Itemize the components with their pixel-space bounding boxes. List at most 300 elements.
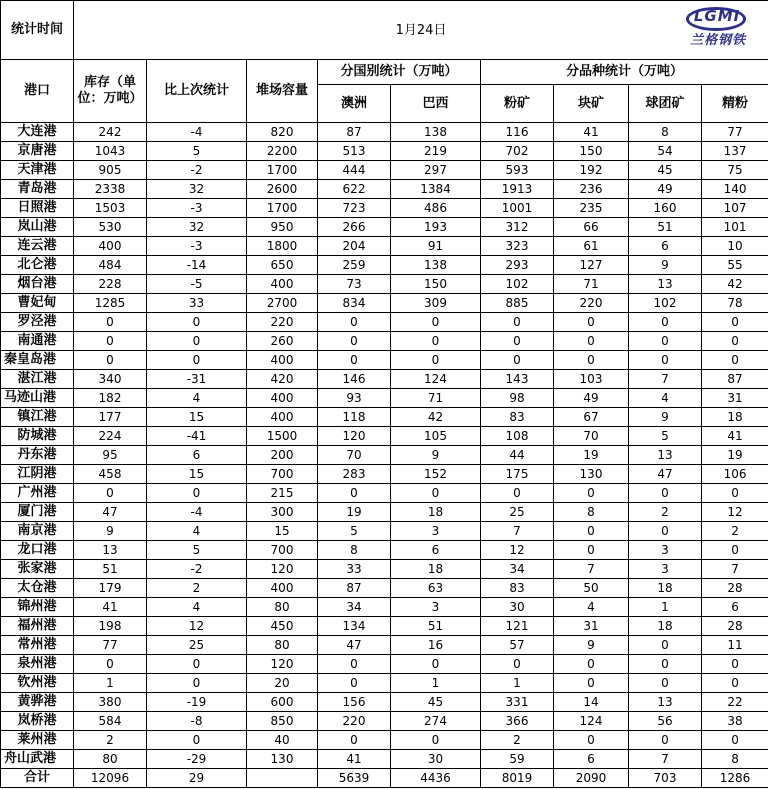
- brazil-value: 30: [391, 750, 481, 769]
- lump-value: 150: [554, 142, 629, 161]
- pellet-value: 9: [629, 256, 702, 275]
- australia-value: 93: [318, 389, 391, 408]
- pellet-value: 0: [629, 313, 702, 332]
- table-row: [1, 484, 768, 503]
- lump-value: 7: [554, 560, 629, 579]
- capacity-value: 1500: [247, 427, 318, 446]
- table-row: [1, 693, 768, 712]
- port-name: 太仓港: [1, 579, 74, 598]
- concentrate-value: 78: [702, 294, 768, 313]
- change-value: 4: [147, 389, 247, 408]
- capacity-value: 950: [247, 218, 318, 237]
- total-capacity-value: [247, 769, 318, 788]
- fines-value: 1001: [481, 199, 554, 218]
- concentrate-value: 8: [702, 750, 768, 769]
- brazil-value: 45: [391, 693, 481, 712]
- concentrate-value: 0: [702, 484, 768, 503]
- australia-value: 0: [318, 674, 391, 693]
- table-row: [1, 256, 768, 275]
- concentrate-value: 75: [702, 161, 768, 180]
- capacity-value: 2200: [247, 142, 318, 161]
- stock-value: 95: [74, 446, 147, 465]
- australia-value: 283: [318, 465, 391, 484]
- lump-value: 71: [554, 275, 629, 294]
- brazil-value: 297: [391, 161, 481, 180]
- australia-value: 444: [318, 161, 391, 180]
- capacity-value: 215: [247, 484, 318, 503]
- change-value: 0: [147, 484, 247, 503]
- lump-value: 49: [554, 389, 629, 408]
- brazil-value: 193: [391, 218, 481, 237]
- brazil-value: 1: [391, 674, 481, 693]
- total-concentrate-value: 1286: [702, 769, 768, 788]
- stock-value: 0: [74, 655, 147, 674]
- port-name: 广州港: [1, 484, 74, 503]
- lump-value: 103: [554, 370, 629, 389]
- total-stock-value: 12096: [74, 769, 147, 788]
- total-fines-value: 8019: [481, 769, 554, 788]
- col-header-port: 港口: [1, 60, 74, 123]
- lump-value: 0: [554, 313, 629, 332]
- brazil-value: 71: [391, 389, 481, 408]
- brazil-value: 42: [391, 408, 481, 427]
- stock-value: 1043: [74, 142, 147, 161]
- australia-value: 266: [318, 218, 391, 237]
- port-name: 厦门港: [1, 503, 74, 522]
- capacity-value: 40: [247, 731, 318, 750]
- concentrate-value: 22: [702, 693, 768, 712]
- port-name: 罗泾港: [1, 313, 74, 332]
- change-value: -4: [147, 123, 247, 142]
- fines-value: 116: [481, 123, 554, 142]
- australia-value: 834: [318, 294, 391, 313]
- lump-value: 4: [554, 598, 629, 617]
- brazil-value: 219: [391, 142, 481, 161]
- concentrate-value: 6: [702, 598, 768, 617]
- fines-value: 1: [481, 674, 554, 693]
- concentrate-value: 55: [702, 256, 768, 275]
- lump-value: 14: [554, 693, 629, 712]
- concentrate-value: 38: [702, 712, 768, 731]
- lump-value: 0: [554, 731, 629, 750]
- australia-value: 204: [318, 237, 391, 256]
- australia-value: 120: [318, 427, 391, 446]
- change-value: 0: [147, 674, 247, 693]
- port-name: 龙口港: [1, 541, 74, 560]
- stock-value: 198: [74, 617, 147, 636]
- change-value: 0: [147, 351, 247, 370]
- stock-value: 530: [74, 218, 147, 237]
- australia-value: 8: [318, 541, 391, 560]
- capacity-value: 260: [247, 332, 318, 351]
- pellet-value: 45: [629, 161, 702, 180]
- change-value: -19: [147, 693, 247, 712]
- capacity-value: 650: [247, 256, 318, 275]
- table-row: [1, 237, 768, 256]
- table-body: [1, 1, 768, 788]
- lump-value: 0: [554, 332, 629, 351]
- fines-value: 702: [481, 142, 554, 161]
- capacity-value: 80: [247, 598, 318, 617]
- port-name: 日照港: [1, 199, 74, 218]
- table-row: [1, 123, 768, 142]
- australia-value: 156: [318, 693, 391, 712]
- change-value: -2: [147, 560, 247, 579]
- pellet-value: 160: [629, 199, 702, 218]
- stock-value: 177: [74, 408, 147, 427]
- lump-value: 19: [554, 446, 629, 465]
- pellet-value: 13: [629, 446, 702, 465]
- pellet-value: 7: [629, 750, 702, 769]
- concentrate-value: 0: [702, 655, 768, 674]
- fines-value: 57: [481, 636, 554, 655]
- fines-value: 1913: [481, 180, 554, 199]
- pellet-value: 51: [629, 218, 702, 237]
- australia-value: 134: [318, 617, 391, 636]
- concentrate-value: 137: [702, 142, 768, 161]
- concentrate-value: 87: [702, 370, 768, 389]
- brazil-value: 51: [391, 617, 481, 636]
- capacity-value: 600: [247, 693, 318, 712]
- capacity-value: 400: [247, 351, 318, 370]
- change-value: -29: [147, 750, 247, 769]
- fines-value: 0: [481, 313, 554, 332]
- title-row: [1, 1, 768, 60]
- capacity-value: 15: [247, 522, 318, 541]
- total-row: [1, 769, 768, 788]
- brazil-value: 18: [391, 503, 481, 522]
- capacity-value: 400: [247, 389, 318, 408]
- pellet-value: 47: [629, 465, 702, 484]
- stock-value: 77: [74, 636, 147, 655]
- brazil-value: 105: [391, 427, 481, 446]
- change-value: 0: [147, 655, 247, 674]
- australia-value: 87: [318, 123, 391, 142]
- port-name: 岚桥港: [1, 712, 74, 731]
- concentrate-value: 0: [702, 541, 768, 560]
- concentrate-value: 0: [702, 313, 768, 332]
- fines-value: 59: [481, 750, 554, 769]
- table-row: [1, 750, 768, 769]
- change-value: 33: [147, 294, 247, 313]
- stock-value: 584: [74, 712, 147, 731]
- lump-value: 127: [554, 256, 629, 275]
- australia-value: 87: [318, 579, 391, 598]
- table-row: [1, 332, 768, 351]
- lump-value: 31: [554, 617, 629, 636]
- brazil-value: 0: [391, 484, 481, 503]
- brazil-value: 16: [391, 636, 481, 655]
- concentrate-value: 18: [702, 408, 768, 427]
- australia-value: 0: [318, 351, 391, 370]
- stock-value: 2: [74, 731, 147, 750]
- pellet-value: 18: [629, 579, 702, 598]
- stock-value: 1: [74, 674, 147, 693]
- fines-value: 331: [481, 693, 554, 712]
- change-value: 0: [147, 332, 247, 351]
- capacity-value: 1700: [247, 199, 318, 218]
- port-name: 天津港: [1, 161, 74, 180]
- brazil-value: 18: [391, 560, 481, 579]
- brazil-value: 9: [391, 446, 481, 465]
- table-row: [1, 142, 768, 161]
- capacity-value: 130: [247, 750, 318, 769]
- brazil-value: 3: [391, 598, 481, 617]
- australia-value: 19: [318, 503, 391, 522]
- change-value: 15: [147, 408, 247, 427]
- concentrate-value: 41: [702, 427, 768, 446]
- lump-value: 70: [554, 427, 629, 446]
- stat-time-label: 统计时间: [1, 1, 74, 60]
- pellet-value: 0: [629, 522, 702, 541]
- table-row: [1, 503, 768, 522]
- change-value: 5: [147, 142, 247, 161]
- col-header-by-country: 分国别统计（万吨）: [318, 60, 481, 85]
- concentrate-value: 28: [702, 617, 768, 636]
- concentrate-value: 101: [702, 218, 768, 237]
- fines-value: 175: [481, 465, 554, 484]
- lump-value: 9: [554, 636, 629, 655]
- col-header-fines: 粉矿: [481, 85, 554, 123]
- fines-value: 83: [481, 579, 554, 598]
- fines-value: 0: [481, 332, 554, 351]
- stock-value: 228: [74, 275, 147, 294]
- change-value: -3: [147, 237, 247, 256]
- table-row: [1, 579, 768, 598]
- fines-value: 12: [481, 541, 554, 560]
- port-name: 锦州港: [1, 598, 74, 617]
- capacity-value: 700: [247, 465, 318, 484]
- change-value: -5: [147, 275, 247, 294]
- pellet-value: 0: [629, 351, 702, 370]
- stock-value: 80: [74, 750, 147, 769]
- total-lump-value: 2090: [554, 769, 629, 788]
- australia-value: 0: [318, 332, 391, 351]
- capacity-value: 300: [247, 503, 318, 522]
- australia-value: 259: [318, 256, 391, 275]
- lump-value: 61: [554, 237, 629, 256]
- change-value: 2: [147, 579, 247, 598]
- table-row: [1, 446, 768, 465]
- change-value: 4: [147, 598, 247, 617]
- australia-value: 0: [318, 655, 391, 674]
- table-row: [1, 294, 768, 313]
- lump-value: 0: [554, 541, 629, 560]
- port-name: 大连港: [1, 123, 74, 142]
- fines-value: 34: [481, 560, 554, 579]
- capacity-value: 20: [247, 674, 318, 693]
- lump-value: 0: [554, 351, 629, 370]
- concentrate-value: 11: [702, 636, 768, 655]
- change-value: -4: [147, 503, 247, 522]
- fines-value: 108: [481, 427, 554, 446]
- port-name: 秦皇岛港: [1, 351, 74, 370]
- table-row: [1, 389, 768, 408]
- capacity-value: 400: [247, 579, 318, 598]
- port-name: 江阴港: [1, 465, 74, 484]
- col-header-change: 比上次统计: [147, 60, 247, 123]
- port-name: 张家港: [1, 560, 74, 579]
- brazil-value: 309: [391, 294, 481, 313]
- pellet-value: 7: [629, 370, 702, 389]
- stock-value: 1503: [74, 199, 147, 218]
- change-value: -31: [147, 370, 247, 389]
- stock-value: 0: [74, 332, 147, 351]
- pellet-value: 0: [629, 731, 702, 750]
- concentrate-value: 0: [702, 351, 768, 370]
- col-header-australia: 澳洲: [318, 85, 391, 123]
- change-value: 0: [147, 731, 247, 750]
- change-value: -2: [147, 161, 247, 180]
- fines-value: 366: [481, 712, 554, 731]
- pellet-value: 0: [629, 674, 702, 693]
- brazil-value: 486: [391, 199, 481, 218]
- col-header-by-type: 分品种统计（万吨）: [481, 60, 768, 85]
- fines-value: 44: [481, 446, 554, 465]
- col-header-brazil: 巴西: [391, 85, 481, 123]
- logo-text: LGMI: [693, 7, 741, 25]
- table-row: [1, 731, 768, 750]
- fines-value: 102: [481, 275, 554, 294]
- fines-value: 98: [481, 389, 554, 408]
- pellet-value: 2: [629, 503, 702, 522]
- pellet-value: 0: [629, 332, 702, 351]
- brazil-value: 1384: [391, 180, 481, 199]
- port-name: 岚山港: [1, 218, 74, 237]
- table-row: [1, 427, 768, 446]
- lump-value: 6: [554, 750, 629, 769]
- table-row: [1, 275, 768, 294]
- stock-value: 242: [74, 123, 147, 142]
- australia-value: 73: [318, 275, 391, 294]
- concentrate-value: 7: [702, 560, 768, 579]
- lump-value: 0: [554, 522, 629, 541]
- australia-value: 513: [318, 142, 391, 161]
- port-name: 南京港: [1, 522, 74, 541]
- fines-value: 885: [481, 294, 554, 313]
- australia-value: 146: [318, 370, 391, 389]
- port-name: 丹东港: [1, 446, 74, 465]
- lump-value: 220: [554, 294, 629, 313]
- change-value: -41: [147, 427, 247, 446]
- lump-value: 236: [554, 180, 629, 199]
- stock-value: 484: [74, 256, 147, 275]
- australia-value: 33: [318, 560, 391, 579]
- pellet-value: 49: [629, 180, 702, 199]
- australia-value: 70: [318, 446, 391, 465]
- table-row: [1, 180, 768, 199]
- lump-value: 192: [554, 161, 629, 180]
- stock-value: 179: [74, 579, 147, 598]
- stock-value: 51: [74, 560, 147, 579]
- stock-value: 340: [74, 370, 147, 389]
- stock-value: 380: [74, 693, 147, 712]
- brazil-value: 124: [391, 370, 481, 389]
- change-value: 4: [147, 522, 247, 541]
- table-row: [1, 218, 768, 237]
- capacity-value: 700: [247, 541, 318, 560]
- col-header-concentrate: 精粉: [702, 85, 768, 123]
- australia-value: 0: [318, 313, 391, 332]
- concentrate-value: 140: [702, 180, 768, 199]
- table-row: [1, 465, 768, 484]
- concentrate-value: 10: [702, 237, 768, 256]
- brazil-value: 6: [391, 541, 481, 560]
- pellet-value: 9: [629, 408, 702, 427]
- stock-value: 400: [74, 237, 147, 256]
- change-value: 0: [147, 313, 247, 332]
- port-name: 黄骅港: [1, 693, 74, 712]
- australia-value: 0: [318, 731, 391, 750]
- lump-value: 0: [554, 484, 629, 503]
- table-row: [1, 636, 768, 655]
- stock-value: 9: [74, 522, 147, 541]
- table-row: [1, 351, 768, 370]
- capacity-value: 850: [247, 712, 318, 731]
- pellet-value: 8: [629, 123, 702, 142]
- fines-value: 2: [481, 731, 554, 750]
- fines-value: 7: [481, 522, 554, 541]
- capacity-value: 120: [247, 655, 318, 674]
- concentrate-value: 19: [702, 446, 768, 465]
- pellet-value: 0: [629, 484, 702, 503]
- fines-value: 293: [481, 256, 554, 275]
- lump-value: 8: [554, 503, 629, 522]
- change-value: 32: [147, 180, 247, 199]
- pellet-value: 0: [629, 655, 702, 674]
- concentrate-value: 12: [702, 503, 768, 522]
- concentrate-value: 42: [702, 275, 768, 294]
- pellet-value: 5: [629, 427, 702, 446]
- port-name: 常州港: [1, 636, 74, 655]
- port-name: 连云港: [1, 237, 74, 256]
- brazil-value: 3: [391, 522, 481, 541]
- lump-value: 0: [554, 674, 629, 693]
- capacity-value: 400: [247, 408, 318, 427]
- col-header-pellet: 球团矿: [629, 85, 702, 123]
- col-header-stock: 库存（单位：万吨）: [74, 60, 147, 123]
- capacity-value: 450: [247, 617, 318, 636]
- table-row: [1, 313, 768, 332]
- port-name: 湛江港: [1, 370, 74, 389]
- fines-value: 0: [481, 484, 554, 503]
- table-row: [1, 199, 768, 218]
- stock-value: 41: [74, 598, 147, 617]
- pellet-value: 6: [629, 237, 702, 256]
- brazil-value: 0: [391, 332, 481, 351]
- table-row: [1, 560, 768, 579]
- pellet-value: 56: [629, 712, 702, 731]
- lump-value: 41: [554, 123, 629, 142]
- col-header-capacity: 堆场容量: [247, 60, 318, 123]
- brazil-value: 0: [391, 351, 481, 370]
- australia-value: 34: [318, 598, 391, 617]
- pellet-value: 0: [629, 636, 702, 655]
- pellet-value: 1: [629, 598, 702, 617]
- port-name: 福州港: [1, 617, 74, 636]
- fines-value: 323: [481, 237, 554, 256]
- stock-value: 1285: [74, 294, 147, 313]
- total-label: 合计: [1, 769, 74, 788]
- total-pellet-value: 703: [629, 769, 702, 788]
- fines-value: 593: [481, 161, 554, 180]
- lump-value: 235: [554, 199, 629, 218]
- stock-value: 0: [74, 484, 147, 503]
- change-value: 6: [147, 446, 247, 465]
- lump-value: 130: [554, 465, 629, 484]
- australia-value: 47: [318, 636, 391, 655]
- stock-value: 458: [74, 465, 147, 484]
